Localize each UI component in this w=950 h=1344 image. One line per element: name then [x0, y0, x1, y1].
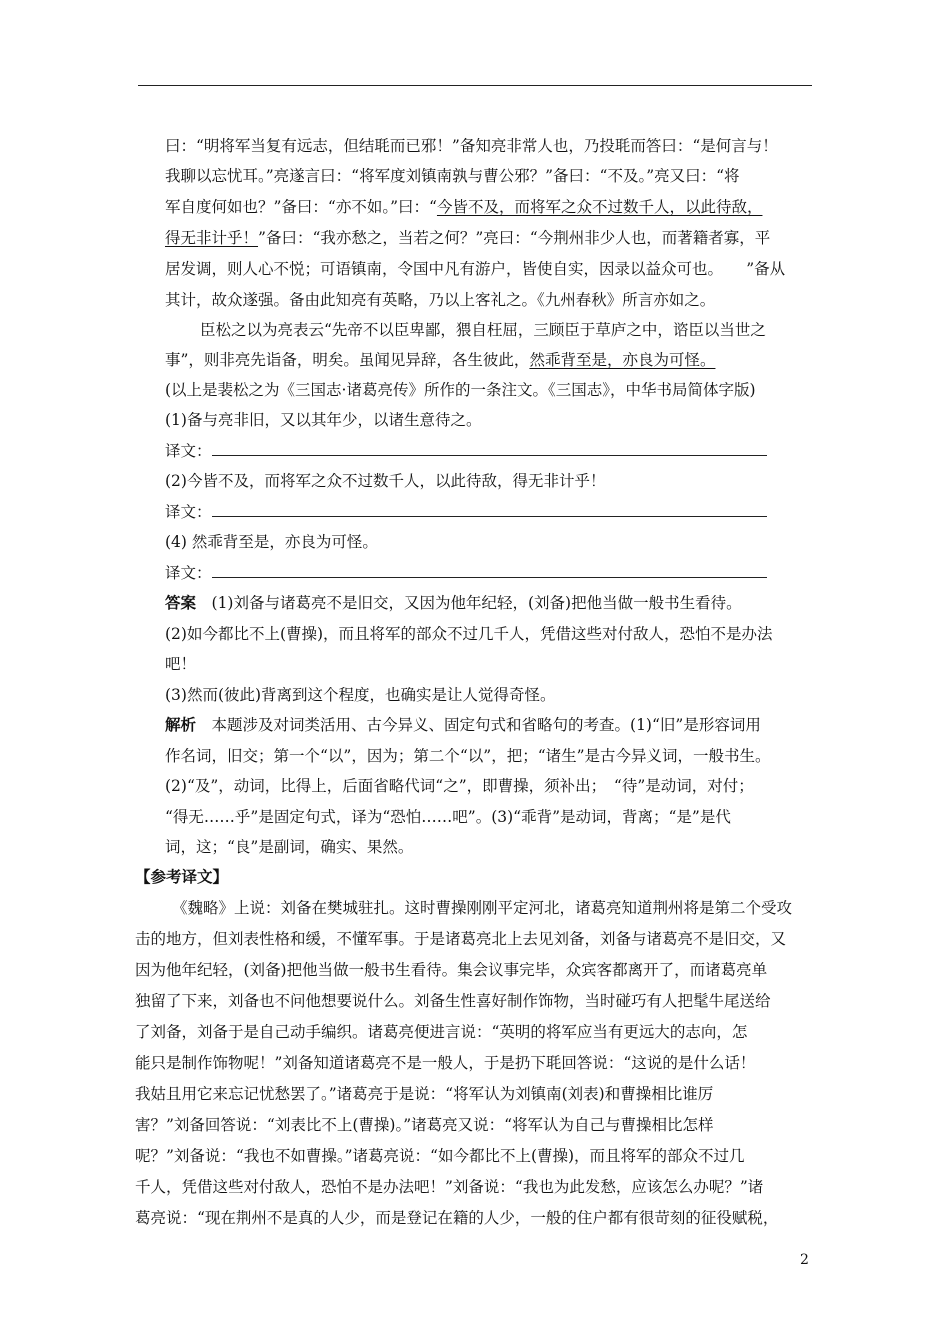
translation-line — [165, 502, 815, 522]
answer-line — [165, 593, 815, 613]
underlined-sentence: 今皆不及，而将军之众不过数千人，以此待敌， — [436, 198, 763, 216]
translation-label: 译文： — [165, 503, 212, 521]
underlined-sentence: 得无非计乎！ — [165, 229, 259, 247]
reference-title: 【参考译文】 — [135, 867, 229, 886]
excerpt-text: ”备曰：“我亦愁之，当若之何？”亮曰：“今荆州非少人也，而著籍者寡，平 — [258, 229, 771, 247]
reference-line: 千人，凭借这些对付敌人，恐怕不是办法吧！”刘备说：“我也为此发愁，应该怎么办呢？”诸 — [135, 1178, 764, 1196]
analysis-line — [165, 715, 815, 735]
analysis-title: 解析 — [165, 715, 197, 734]
answer-title: 答案 — [165, 593, 197, 612]
excerpt-line — [165, 228, 815, 248]
translation-label: 译文： — [165, 442, 212, 460]
translation-line — [165, 441, 815, 461]
answer-line: (2)如今都比不上(曹操)，而且将军的部众不过几千人，凭借这些对付敌人，恐怕不是办法 — [165, 625, 773, 643]
reference-line: 能只是制作饰物呢！”刘备知道诸葛亮不是一般人，于是扔下毦回答说：“这说的是什么话！ — [135, 1054, 756, 1072]
answer-text: (1)刘备与诸葛亮不是旧交，又因为他年纪轻，(刘备)把他当做一般书生看待。 — [196, 594, 742, 612]
reference-line: 我姑且用它来忘记忧愁罢了。”诸葛亮于是说：“将军认为刘镇南(刘表)和曹操相比谁厉 — [135, 1085, 714, 1103]
translation-line — [165, 563, 815, 583]
analysis-line: (2)“及”，动词，比得上，后面省略代词“之”，即曹操，须补出； “待”是动词，对付； — [165, 777, 754, 795]
page-number: 2 — [800, 1252, 809, 1268]
reference-line: 葛亮说：“现在荆州不是真的人少，而是登记在籍的人少，一般的住户都有很苛刻的征役赋税， — [135, 1209, 779, 1227]
translation-label: 译文： — [165, 564, 212, 582]
excerpt-line: 我聊以忘忧耳。”亮遂言曰：“将军度刘镇南孰与曹公邪？”备曰：“不及。”亮又曰：“将 — [165, 167, 740, 185]
excerpt-line: 居发调，则人心不悦；可语镇南，令国中凡有游户，皆使自实，因录以益众可也。 ”备从 — [165, 260, 786, 278]
excerpt-text: 事”，则非亮先诣备，明矣。虽闻见异辞，各生彼此， — [165, 351, 530, 369]
analysis-line: 词，这；“良”是副词，确实、果然。 — [165, 838, 414, 856]
analysis-text: 本题涉及对词类活用、古今异义、固定句式和省略句的考查。(1)“旧”是形容词用 — [196, 716, 761, 734]
analysis-line: 作名词，旧交；第一个“以”，因为；第二个“以”，把；“诸生”是古今异义词，一般书生。 — [165, 747, 771, 765]
question-1: (1)备与亮非旧，又以其年少，以诸生意待之。 — [165, 411, 482, 429]
reference-line: 《魏略》上说：刘备在樊城驻扎。这时曹操刚刚平定河北，诸葛亮知道荆州将是第二个受攻 — [172, 899, 793, 917]
excerpt-text: 军自度何如也？”备曰：“亦不如。”曰：“ — [165, 198, 437, 216]
reference-line: 呢？”刘备说：“我也不如曹操。”诸葛亮说：“如今都比不上(曹操)，而且将军的部众不过几 — [135, 1147, 745, 1165]
underlined-sentence: 然乖背至是，亦良为可怪。 — [529, 351, 716, 369]
reference-line: 害？”刘备回答说：“刘表比不上(曹操)。”诸葛亮又说：“将军认为自己与曹操相比怎样 — [135, 1116, 714, 1134]
source-note: (以上是裴松之为《三国志·诸葛亮传》所作的一条注文。《三国志》，中华书局简体字版) — [165, 381, 756, 399]
question-2: (2)今皆不及，而将军之众不过数千人，以此待敌，得无非计乎！ — [165, 472, 606, 490]
excerpt-line: 曰：“明将军当复有远志，但结毦而已邪！”备知亮非常人也，乃投毦而答曰：“是何言与！ — [165, 137, 778, 155]
excerpt-line — [165, 197, 815, 217]
answer-blank[interactable] — [212, 563, 767, 578]
reference-line: 因为他年纪轻，(刘备)把他当做一般书生看待。集会议事完毕，众宾客都离开了，而诸葛亮单 — [135, 961, 768, 979]
analysis-line: “得无……乎”是固定句式，译为“恐怕……吧”。(3)“乖背”是动词，背离；“是”是代 — [165, 808, 731, 826]
answer-blank[interactable] — [212, 502, 767, 517]
question-4: (4) 然乖背至是，亦良为可怪。 — [165, 533, 378, 551]
answer-blank[interactable] — [212, 441, 767, 456]
reference-line: 了刘备，刘备于是自己动手编织。诸葛亮便进言说：“英明的将军应当有更远大的志向，怎 — [135, 1023, 748, 1041]
reference-line: 击的地方，但刘表性格和缓，不懂军事。于是诸葛亮北上去见刘备，刘备与诸葛亮不是旧交，又 — [135, 930, 787, 948]
answer-line: (3)然而(彼此)背离到这个程度，也确实是让人觉得奇怪。 — [165, 686, 556, 704]
excerpt-line: 臣松之以为亮表云“先帝不以臣卑鄙，猥自枉屈，三顾臣于草庐之中，谘臣以当世之 — [200, 321, 766, 339]
header-rule — [138, 85, 812, 86]
excerpt-line: 其计，故众遂强。备由此知亮有英略，乃以上客礼之。《九州春秋》所言亦如之。 — [165, 291, 716, 309]
answer-line: 吧！ — [165, 655, 197, 673]
reference-line: 独留了下来，刘备也不问他想要说什么。刘备生性喜好制作饰物，当时碰巧有人把髦牛尾送给 — [135, 992, 771, 1010]
excerpt-line — [165, 350, 815, 370]
